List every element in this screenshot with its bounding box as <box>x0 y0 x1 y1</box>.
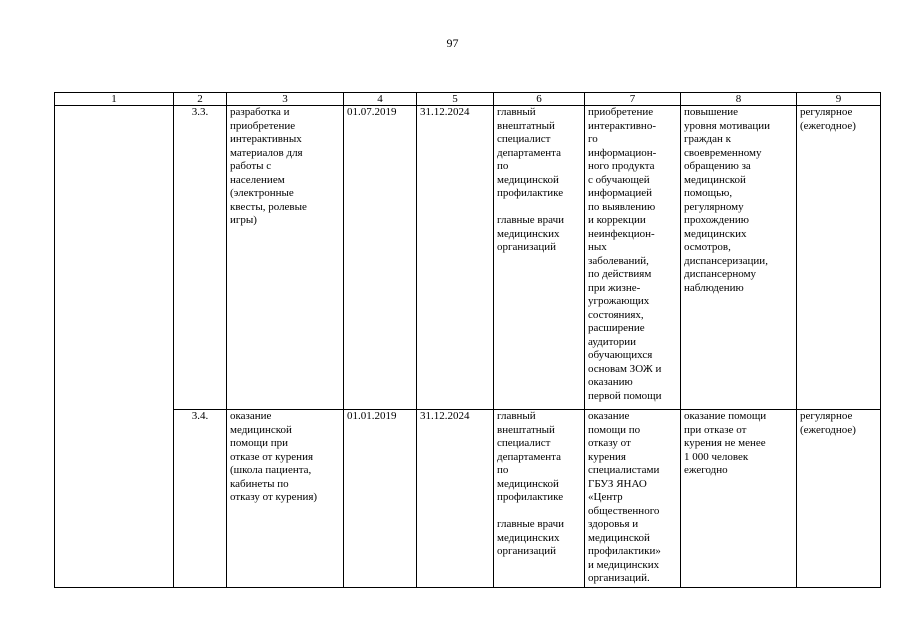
header-cell: 4 <box>344 93 417 106</box>
page-number: 97 <box>446 36 459 50</box>
result-cell: приобретение интерактивно- го информацион- ного продукта с обучающей информацией по выявлению и коррекции неинфекцион- ных заболеваний, по действиям при жизне- угрожающих состояниях, расширение аудитории обучающихся основам ЗОЖ и оказанию первой помощи <box>585 106 681 410</box>
responsible-cell <box>494 106 585 410</box>
plan-table <box>54 92 881 588</box>
header-cell: 2 <box>174 93 227 106</box>
header-cell: 6 <box>494 93 585 106</box>
header-cell: 3 <box>227 93 344 106</box>
header-cell: 8 <box>681 93 797 106</box>
activity-cell: разработка и приобретение интерактивных материалов для работы с населением (электронные квесты, ролевые игры) <box>227 106 344 410</box>
header-row <box>55 93 881 106</box>
responsible-main: главный внештатный специалист департамента по медицинской профилактике <box>497 410 564 503</box>
header-cell: 9 <box>797 93 881 106</box>
table-row <box>55 410 881 588</box>
header-cell: 7 <box>585 93 681 106</box>
frequency-cell: регулярное (ежегодное) <box>797 410 881 588</box>
frequency-cell: регулярное (ежегодное) <box>797 106 881 410</box>
activity-cell: оказание медицинской помощи при отказе от курения (школа пациента, кабинеты по отказу от курения) <box>227 410 344 588</box>
end-date-cell: 31.12.2024 <box>417 106 494 410</box>
table-row <box>55 106 881 410</box>
header-cell: 5 <box>417 93 494 106</box>
end-date-cell: 31.12.2024 <box>417 410 494 588</box>
row-number: 3.3. <box>174 106 227 410</box>
responsible-secondary: главные врачи медицинских организаций <box>497 214 564 253</box>
responsible-main: главный внештатный специалист департамента по медицинской профилактике <box>497 106 564 199</box>
row-number: 3.4. <box>174 410 227 588</box>
header-cell: 1 <box>55 93 174 106</box>
start-date-cell: 01.01.2019 <box>344 410 417 588</box>
indicator-cell: оказание помощи при отказе от курения не менее 1 000 человек ежегодно <box>681 410 797 588</box>
responsible-cell <box>494 410 585 588</box>
start-date-cell: 01.07.2019 <box>344 106 417 410</box>
indicator-cell: повышение уровня мотивации граждан к своевременному обращению за медицинской помощью, регулярному прохождению медицинских осмотров, диспансеризации, диспансерному наблюдению <box>681 106 797 410</box>
responsible-secondary: главные врачи медицинских организаций <box>497 518 564 557</box>
merged-cell-col1 <box>55 106 174 588</box>
result-cell: оказание помощи по отказу от курения специалистами ГБУЗ ЯНАО «Центр общественного здоровья и медицинской профилактики» и медицинских организаций. <box>585 410 681 588</box>
